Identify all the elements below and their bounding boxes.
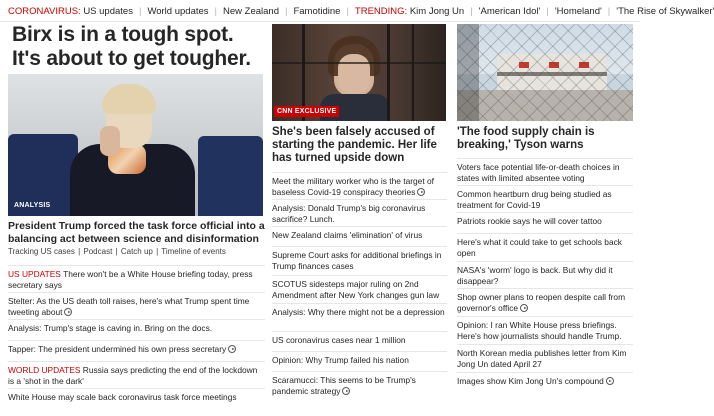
col2-story-list: [272, 172, 447, 399]
story-tag: WORLD UPDATES: [8, 365, 81, 375]
trending-label: TRENDING:: [354, 6, 408, 17]
topbar-link-us-updates[interactable]: US updates: [83, 6, 133, 17]
play-icon: [606, 377, 614, 385]
food-supply-photo[interactable]: [457, 24, 633, 121]
link-timeline-of-events[interactable]: Timeline of events: [161, 247, 226, 256]
list-item[interactable]: Opinion: Why Trump failed his nation: [272, 351, 447, 371]
list-item[interactable]: Stelter: As the US death toll raises, here's what Trump spent time tweeting about: [8, 292, 265, 319]
list-item[interactable]: Supreme Court asks for additional briefings in Trump finances cases: [272, 246, 447, 275]
topbar-link-new-zealand[interactable]: New Zealand: [223, 6, 279, 17]
link-tracking-us-cases[interactable]: Tracking US cases: [8, 247, 75, 256]
exclusive-story-block: [272, 126, 447, 165]
analysis-badge: ANALYSIS: [14, 202, 51, 209]
coronavirus-label: CORONAVIRUS:: [8, 6, 81, 17]
list-item[interactable]: Scaramucci: This seems to be Trump's pandemic strategy: [272, 371, 447, 399]
trending-bar: CORONAVIRUS: US updates | World updates | New Zealand | Famotidine | TRENDING: Kim Jong Un | 'American Idol' | 'Homeland' | 'The Rise of Skywalker': [0, 0, 640, 22]
topbar-link-american-idol[interactable]: 'American Idol': [478, 6, 541, 17]
list-item[interactable]: Images show Kim Jong Un's compound: [457, 372, 633, 390]
list-item[interactable]: Tapper: The president undermined his own press secretary: [8, 340, 265, 361]
lead-story-title[interactable]: President Trump forced the task force official into a balancing act between science and disinformation: [8, 220, 265, 245]
link-catch-up[interactable]: Catch up: [120, 247, 153, 256]
list-item[interactable]: Analysis: Why there might not be a depression: [272, 303, 447, 331]
play-icon: [417, 188, 425, 196]
topbar-link-rise-of-skywalker[interactable]: 'The Rise of Skywalker': [616, 6, 714, 17]
topbar-link-world-updates[interactable]: World updates: [147, 6, 209, 17]
play-icon: [342, 387, 350, 395]
play-icon: [520, 304, 528, 312]
list-item[interactable]: NASA's 'worm' logo is back. But why did it disappear?: [457, 261, 633, 288]
list-item[interactable]: White House may scale back coronavirus task force meetings: [8, 388, 265, 406]
food-supply-story-title[interactable]: 'The food supply chain is breaking,' Tyson warns: [457, 126, 595, 151]
list-item[interactable]: New Zealand claims 'elimination' of virus: [272, 226, 447, 246]
list-item[interactable]: Here's what it could take to get schools back open: [457, 233, 633, 261]
list-item[interactable]: US coronavirus cases near 1 million: [272, 331, 447, 351]
cnn-exclusive-badge: CNN EXCLUSIVE: [274, 106, 339, 117]
list-item[interactable]: Patriots rookie says he will cover tattoo: [457, 212, 633, 233]
list-item[interactable]: SCOTUS sidesteps major ruling on 2nd Amendment after New York changes gun law: [272, 275, 447, 303]
topbar-link-famotidine[interactable]: Famotidine: [293, 6, 341, 17]
exclusive-photo[interactable]: [272, 24, 446, 121]
col3-story-list: [457, 158, 633, 390]
exclusive-story-title[interactable]: She's been falsely accused of starting the pandemic. Her life has turned upside down: [272, 126, 437, 164]
topbar-link-homeland[interactable]: 'Homeland': [554, 6, 602, 17]
list-item[interactable]: Voters face potential life-or-death choices in states with limited absentee voting: [457, 158, 633, 185]
list-item[interactable]: Opinion: I ran White House press briefings. Here's how journalists should handle Trump.: [457, 316, 633, 344]
list-item[interactable]: WORLD UPDATES Russia says predicting the end of the lockdown is a 'shot in the dark': [8, 361, 265, 388]
lead-headline[interactable]: Birx is in a tough spot. It's about to get tougher.: [12, 23, 251, 70]
story-tag: US UPDATES: [8, 269, 61, 279]
play-icon: [228, 345, 236, 353]
col1-story-list: [8, 265, 265, 406]
list-item[interactable]: Common heartburn drug being studied as treatment for Covid-19: [457, 185, 633, 212]
list-item[interactable]: Shop owner plans to reopen despite call from governor's office: [457, 288, 633, 316]
lead-column: [8, 22, 265, 71]
list-item[interactable]: Analysis: Trump's stage is caving in. Bring on the docs.: [8, 319, 265, 340]
list-item[interactable]: North Korean media publishes letter from Kim Jong Un dated April 27: [457, 344, 633, 372]
list-item[interactable]: Analysis: Donald Trump's big coronavirus sacrifice? Lunch.: [272, 199, 447, 226]
list-item[interactable]: Meet the military worker who is the target of baseless Covid-19 conspiracy theories: [272, 172, 447, 199]
link-podcast[interactable]: Podcast: [83, 247, 113, 256]
lead-photo[interactable]: [8, 74, 263, 216]
play-icon: [64, 308, 72, 316]
lead-sub-links: Tracking US cases | Podcast | Catch up | Timeline of events: [8, 247, 226, 256]
topbar-link-kim-jong-un[interactable]: Kim Jong Un: [409, 6, 465, 17]
lead-story-block: [8, 220, 265, 256]
food-supply-story-block: [457, 126, 633, 152]
list-item[interactable]: US UPDATES There won't be a White House briefing today, press secretary says: [8, 265, 265, 292]
